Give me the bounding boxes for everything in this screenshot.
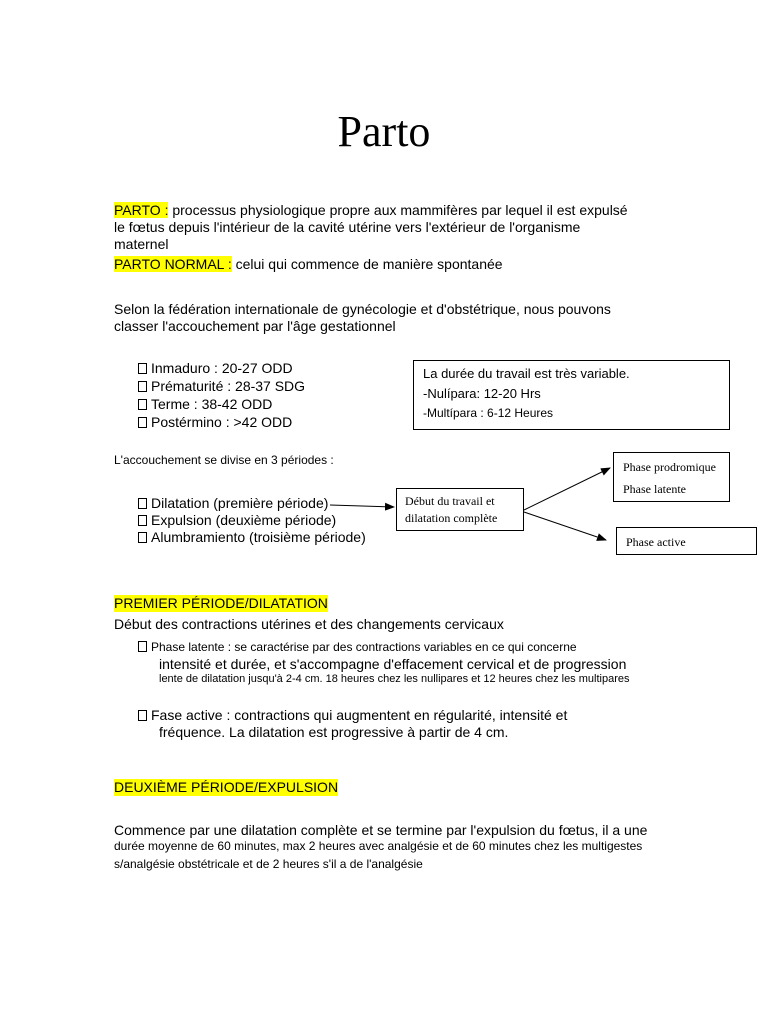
list-item: Inmaduro : 20-27 ODD bbox=[138, 360, 293, 377]
list-item: Alumbramiento (troisième période) bbox=[138, 529, 366, 546]
start-box-line: dilatation complète bbox=[405, 511, 498, 525]
definition-line: maternel bbox=[114, 236, 169, 252]
paragraph-line: s/analgésie obstétricale et de 2 heures s'il a de l'analgésie bbox=[114, 857, 423, 871]
paragraph-line: durée moyenne de 60 minutes, max 2 heures avec analgésie et de 60 minutes chez les multigestes bbox=[114, 839, 643, 853]
list-item: Fase active : contractions qui augmentent en régularité, intensité et bbox=[138, 707, 567, 724]
phase-box-prodromic bbox=[613, 452, 730, 502]
duration-line: -Nulípara: 12-20 Hrs bbox=[423, 386, 541, 401]
arrow-to-prodromic bbox=[524, 468, 610, 510]
list-item: Phase latente : se caractérise par des contractions variables en ce qui concerne bbox=[138, 639, 577, 655]
phase-label: Phase active bbox=[626, 535, 686, 549]
arrow-to-start-box bbox=[330, 505, 394, 507]
periods-intro: L'accouchement se divise en 3 périodes : bbox=[114, 453, 334, 467]
paragraph-line: lente de dilatation jusqu'à 2-4 cm. 18 heures chez les nullipares et 12 heures chez les multipares bbox=[159, 673, 630, 685]
intro-line: classer l'accouchement par l'âge gestationnel bbox=[114, 318, 396, 334]
paragraph-line: fréquence. La dilatation est progressive à partir de 4 cm. bbox=[159, 724, 509, 740]
phase-box-active bbox=[616, 527, 757, 555]
list-item: Dilatation (première période) bbox=[138, 495, 328, 512]
term-parto: PARTO : bbox=[114, 202, 169, 218]
phase-label: Phase latente bbox=[623, 482, 686, 496]
definition-line: le fœtus depuis l'intérieur de la cavité utérine vers l'extérieur de l'organisme bbox=[114, 219, 581, 235]
duration-line: -Multípara : 6-12 Heures bbox=[423, 406, 554, 420]
list-item: Postérmino : >42 ODD bbox=[138, 414, 292, 431]
definition-text: celui qui commence de manière spontanée bbox=[231, 256, 503, 272]
paragraph-line: Commence par une dilatation complète et se termine par l'expulsion du fœtus, il a une bbox=[114, 822, 648, 838]
section-subtitle: Début des contractions utérines et des changements cervicaux bbox=[114, 616, 504, 632]
definition-text: processus physiologique propre aux mammifères par lequel il est expulsé bbox=[168, 202, 628, 218]
paragraph-line: intensité et durée, et s'accompagne d'effacement cervical et de progression bbox=[159, 656, 627, 672]
phase-label: Phase prodromique bbox=[623, 460, 716, 474]
bullet-icon bbox=[138, 710, 147, 721]
duration-line: La durée du travail est très variable. bbox=[423, 366, 630, 381]
list-item: Expulsion (deuxième période) bbox=[138, 512, 336, 529]
start-box-line: Début du travail et bbox=[405, 494, 495, 508]
list-item: Terme : 38-42 ODD bbox=[138, 396, 272, 413]
bullet-icon bbox=[138, 641, 147, 652]
term-parto-normal: PARTO NORMAL : bbox=[114, 256, 232, 272]
section-heading-dilatation: PREMIER PÉRIODE/DILATATION bbox=[114, 595, 328, 611]
start-box bbox=[396, 488, 524, 531]
intro-line: Selon la fédération internationale de gynécologie et d'obstétrique, nous pouvons bbox=[114, 301, 611, 317]
list-item: Prématurité : 28-37 SDG bbox=[138, 378, 305, 395]
arrow-to-active bbox=[524, 512, 606, 540]
page-title: Parto bbox=[337, 107, 431, 156]
section-heading-expulsion: DEUXIÈME PÉRIODE/EXPULSION bbox=[114, 779, 339, 795]
